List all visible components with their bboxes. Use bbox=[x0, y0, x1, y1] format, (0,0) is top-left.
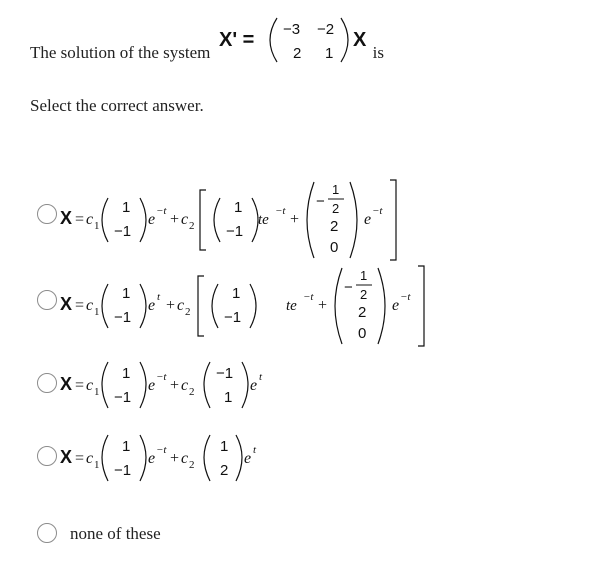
opt3-v1-bot: −1 bbox=[114, 389, 132, 406]
opt2-te: te bbox=[286, 298, 297, 314]
opt2-exp3: e bbox=[392, 297, 400, 314]
opt4-exp1: e bbox=[148, 450, 156, 467]
opt4-v1-bot: −1 bbox=[114, 462, 132, 479]
opt2-plus: + bbox=[166, 297, 176, 314]
opt1-exp1-sup: −t bbox=[156, 205, 167, 217]
opt3-v2-bot: 1 bbox=[224, 389, 233, 406]
opt2-v1-top: 1 bbox=[122, 285, 131, 302]
opt3-exp2-sup: t bbox=[259, 371, 263, 383]
option-2-expression bbox=[60, 262, 580, 342]
opt1-plus: + bbox=[170, 211, 180, 228]
opt1-v2-bot: −1 bbox=[226, 223, 244, 240]
opt1-v3-mid: 2 bbox=[330, 218, 339, 235]
opt4-v1-top: 1 bbox=[122, 438, 131, 455]
opt3-eq: = bbox=[75, 377, 85, 394]
opt2-c2: c bbox=[177, 297, 185, 314]
opt1-te-sup: −t bbox=[275, 205, 286, 217]
opt2-v3-den: 2 bbox=[360, 287, 368, 302]
opt4-v2-bot: 2 bbox=[220, 462, 229, 479]
option-1-radio[interactable] bbox=[37, 204, 57, 224]
opt2-lhs: X bbox=[60, 294, 73, 314]
question-intro: The solution of the system bbox=[30, 43, 211, 62]
opt2-v2-top: 1 bbox=[232, 285, 241, 302]
opt1-c1: c bbox=[86, 211, 94, 228]
opt2-c1: c bbox=[86, 297, 94, 314]
opt3-v2-top: −1 bbox=[216, 365, 234, 382]
opt1-plus2: + bbox=[290, 211, 300, 228]
opt2-v2-bot: −1 bbox=[224, 309, 242, 326]
opt1-c2-sub: 2 bbox=[189, 220, 195, 232]
matrix-a12: −2 bbox=[316, 21, 334, 38]
opt1-te: te bbox=[258, 212, 269, 228]
opt4-c1: c bbox=[86, 450, 94, 467]
opt4-exp1-sup: −t bbox=[156, 444, 167, 456]
option-5-label: none of these bbox=[70, 524, 161, 543]
opt1-v1-top: 1 bbox=[122, 199, 131, 216]
question-suffix: is bbox=[372, 43, 384, 62]
opt2-v3-mid: 2 bbox=[358, 304, 367, 321]
matrix-a22: 1 bbox=[324, 45, 333, 62]
opt3-exp2: e bbox=[250, 377, 258, 394]
instruction-text: Select the correct answer. bbox=[30, 96, 204, 115]
opt2-exp1-sup: t bbox=[157, 291, 161, 303]
opt3-lhs: X bbox=[60, 374, 73, 394]
lhs-label: X' = bbox=[218, 29, 254, 51]
opt3-plus: + bbox=[170, 377, 180, 394]
opt1-v1-bot: −1 bbox=[114, 223, 132, 240]
option-4-expression bbox=[60, 427, 360, 487]
opt2-eq: = bbox=[75, 297, 85, 314]
option-3-radio[interactable] bbox=[37, 373, 57, 393]
opt1-v3-den: 2 bbox=[332, 201, 340, 216]
opt1-v3-minus: − bbox=[316, 193, 325, 210]
opt2-exp3-sup: −t bbox=[400, 291, 411, 303]
opt3-c1: c bbox=[86, 377, 94, 394]
opt3-v1-top: 1 bbox=[122, 365, 131, 382]
option-4-radio[interactable] bbox=[37, 446, 57, 466]
matrix-a11: −3 bbox=[282, 21, 300, 38]
opt4-c2: c bbox=[181, 450, 189, 467]
opt4-v2-top: 1 bbox=[220, 438, 229, 455]
opt1-exp1: e bbox=[148, 211, 156, 228]
option-3-expression bbox=[60, 354, 360, 414]
opt3-c2-sub: 2 bbox=[189, 386, 195, 398]
opt2-c2-sub: 2 bbox=[185, 306, 191, 318]
opt1-exp3-sup: −t bbox=[372, 205, 383, 217]
opt4-exp2-sup: t bbox=[253, 444, 257, 456]
rhs-var: X bbox=[352, 29, 366, 51]
opt2-v1-bot: −1 bbox=[114, 309, 132, 326]
opt4-c1-sub: 1 bbox=[94, 459, 100, 471]
system-equation bbox=[218, 21, 369, 79]
opt2-v3-bot: 0 bbox=[358, 325, 367, 342]
opt4-c2-sub: 2 bbox=[189, 459, 195, 471]
opt1-c2: c bbox=[181, 211, 189, 228]
opt2-plus2: + bbox=[318, 297, 328, 314]
opt2-te-sup: −t bbox=[303, 291, 314, 303]
option-2-radio[interactable] bbox=[37, 290, 57, 310]
question-text bbox=[30, 21, 384, 66]
opt4-plus: + bbox=[170, 450, 180, 467]
opt1-lhs: X bbox=[60, 208, 73, 228]
opt4-exp2: e bbox=[244, 450, 252, 467]
opt3-c2: c bbox=[181, 377, 189, 394]
option-1-expression bbox=[60, 176, 580, 256]
matrix-a21: 2 bbox=[292, 45, 301, 62]
opt2-v3-minus: − bbox=[344, 279, 353, 296]
opt3-exp1-sup: −t bbox=[156, 371, 167, 383]
opt1-exp3: e bbox=[364, 211, 372, 228]
opt1-eq: = bbox=[75, 211, 85, 228]
opt4-eq: = bbox=[75, 450, 85, 467]
opt2-v3-num: 1 bbox=[360, 268, 368, 283]
opt1-v3-bot: 0 bbox=[330, 239, 339, 256]
opt2-exp1: e bbox=[148, 297, 156, 314]
opt2-c1-sub: 1 bbox=[94, 306, 100, 318]
opt1-v3-num: 1 bbox=[332, 182, 340, 197]
opt1-v2-top: 1 bbox=[234, 199, 243, 216]
option-5-radio[interactable] bbox=[37, 523, 57, 543]
opt1-c1-sub: 1 bbox=[94, 220, 100, 232]
opt3-exp1: e bbox=[148, 377, 156, 394]
opt4-lhs: X bbox=[60, 447, 73, 467]
opt3-c1-sub: 1 bbox=[94, 386, 100, 398]
